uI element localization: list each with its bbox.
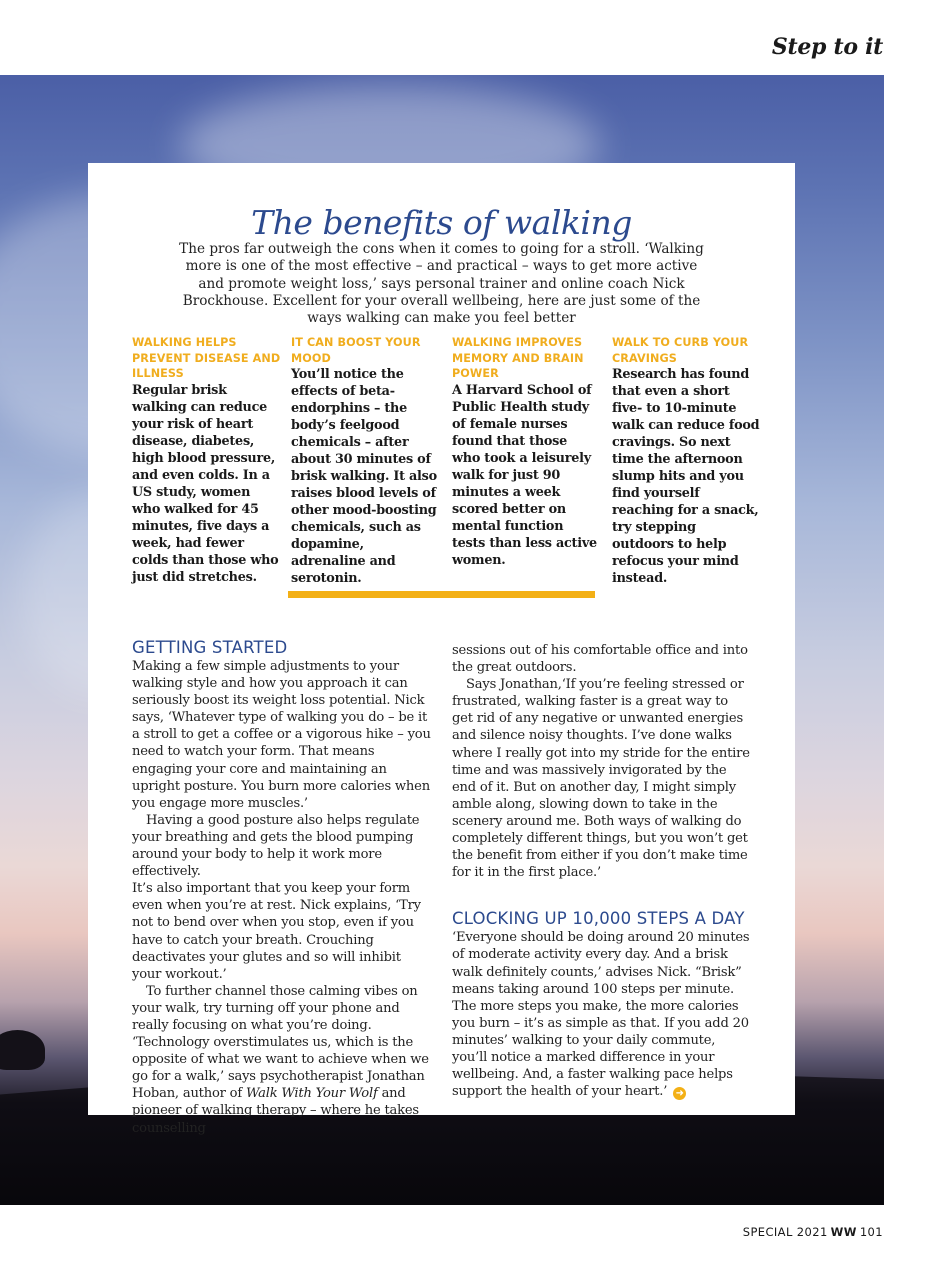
book-title: Walk With Your Wolf	[245, 1086, 378, 1102]
article-paragraph: It’s also important that you keep your form even when you’re at rest. Nick explains, ‘Try not to bend over when you stop, even if you have to catch your breath. Crouching deactivates your glutes and so will inhibit your workout.’	[132, 881, 421, 982]
benefit-body: Research has found that even a short five- to 10-minute walk can reduce food cravings. So next time the afternoon slump hits and you find yourself reaching for a snack, try stepping outdoors to help refocus your mind instead.	[612, 367, 760, 587]
article-paragraph: Making a few simple adjustments to your walking style and how you approach it can seriously boost its weight loss potential. Nick says, ‘Whatever type of walking you do – be it a stroll to get a coffee or a vigorous hike – you need to watch your form. That means engaging your core and maintaining an upright posture. You burn more calories when you engage more muscles.’	[132, 659, 431, 811]
divider-rule	[288, 591, 595, 598]
brand-name: WW	[830, 1225, 857, 1239]
article-paragraph	[132, 983, 432, 1137]
content-panel	[88, 163, 795, 1136]
getting-started-heading: GETTING STARTED	[132, 638, 288, 657]
paragraph-text: To further channel those calming vibes on your walk, try turning off your phone and really focusing on what you’re doing. ‘Technology overstimulates us, which is the opposite of what we want to achieve when we go for a walk,’ says psychotherapist Jonathan Hoban, author of	[132, 983, 429, 1102]
paragraph-text: and pioneer of walking therapy – where he takes counselling	[132, 1086, 419, 1136]
section-title: Step to it	[771, 34, 883, 60]
benefit-heading: WALKING IMPROVES MEMORY AND BRAIN POWER	[452, 336, 584, 381]
benefit-heading: IT CAN BOOST YOUR MOOD	[291, 336, 421, 365]
article-column-left	[132, 637, 432, 1137]
steps-heading: CLOCKING UP 10,000 STEPS A DAY	[452, 909, 745, 929]
benefit-heading: WALK TO CURB YOUR CRAVINGS	[612, 336, 749, 365]
benefit-heading: WALKING HELPS PREVENT DISEASE AND ILLNESS	[132, 336, 281, 381]
feature-title: The benefits of walking	[251, 203, 632, 242]
tree-silhouette	[0, 1030, 45, 1070]
article-paragraph	[452, 929, 752, 1100]
benefit-column	[452, 335, 598, 569]
issue-label: SPECIAL 2021	[742, 1225, 828, 1239]
benefit-column	[612, 335, 760, 587]
paragraph-text: ‘Everyone should be doing around 20 minutes of moderate activity every day. And a brisk walk definitely counts,’ advises Nick. “Brisk” means taking around 100 steps per minute. The more steps you make, the more calories you burn – it’s as simple as that. If you add 20 minutes’ walking to your daily commute, you’ll notice a marked difference in your wellbeing. And, a faster walking pace helps support the health of your heart.’	[452, 930, 750, 1100]
article-column-right	[452, 642, 752, 1100]
benefit-column	[291, 335, 441, 587]
article-paragraph: sessions out of his comfortable office and into the great outdoors.	[452, 643, 748, 676]
benefit-body: Regular brisk walking can reduce your risk of heart disease, diabetes, high blood pressure, and even colds. In a US study, women who walked for 45 minutes, five days a week, had fewer colds than those who just did stretches.	[132, 382, 279, 585]
feature-intro: The pros far outweigh the cons when it comes to going for a stroll. ‘Walking more is one of the most effective – and practical – ways to get more active and promote weight loss,’ says personal trainer and online coach Nick Brockhouse. Excellent for your overall wellbeing, here are just some of the ways walking can make you feel better	[179, 241, 704, 327]
page-footer	[743, 1225, 883, 1239]
benefit-body: A Harvard School of Public Health study of female nurses found that those who took a leisurely walk for just 90 minutes a week scored better on mental function tests than less active women.	[452, 382, 597, 568]
article-paragraph: Says Jonathan,‘If you’re feeling stressed or frustrated, walking faster is a great way to get rid of any negative or unwanted energies and silence noisy thoughts. I’ve done walks where I really got into my stride for the entire time and was massively invigorated by the end of it. But on another day, I might simply amble along, slowing down to take in the scenery around me. Both ways of walking do completely different things, but you won’t get the benefit from either if you don’t make time for it in the first place.’	[452, 677, 750, 881]
arrow-right-circle-icon: ➜	[673, 1087, 686, 1100]
benefit-column	[132, 335, 282, 586]
benefit-body: You’ll notice the effects of beta-endorphins – the body’s feelgood chemicals – after about 30 minutes of brisk walking. It also raises blood levels of other mood-boosting chemicals, such as dopamine, adrenaline and serotonin.	[291, 367, 437, 587]
article-paragraph: Having a good posture also helps regulate your breathing and gets the blood pumping around your body to help it work more effectively.	[132, 812, 420, 880]
page-number: 101	[859, 1225, 883, 1239]
